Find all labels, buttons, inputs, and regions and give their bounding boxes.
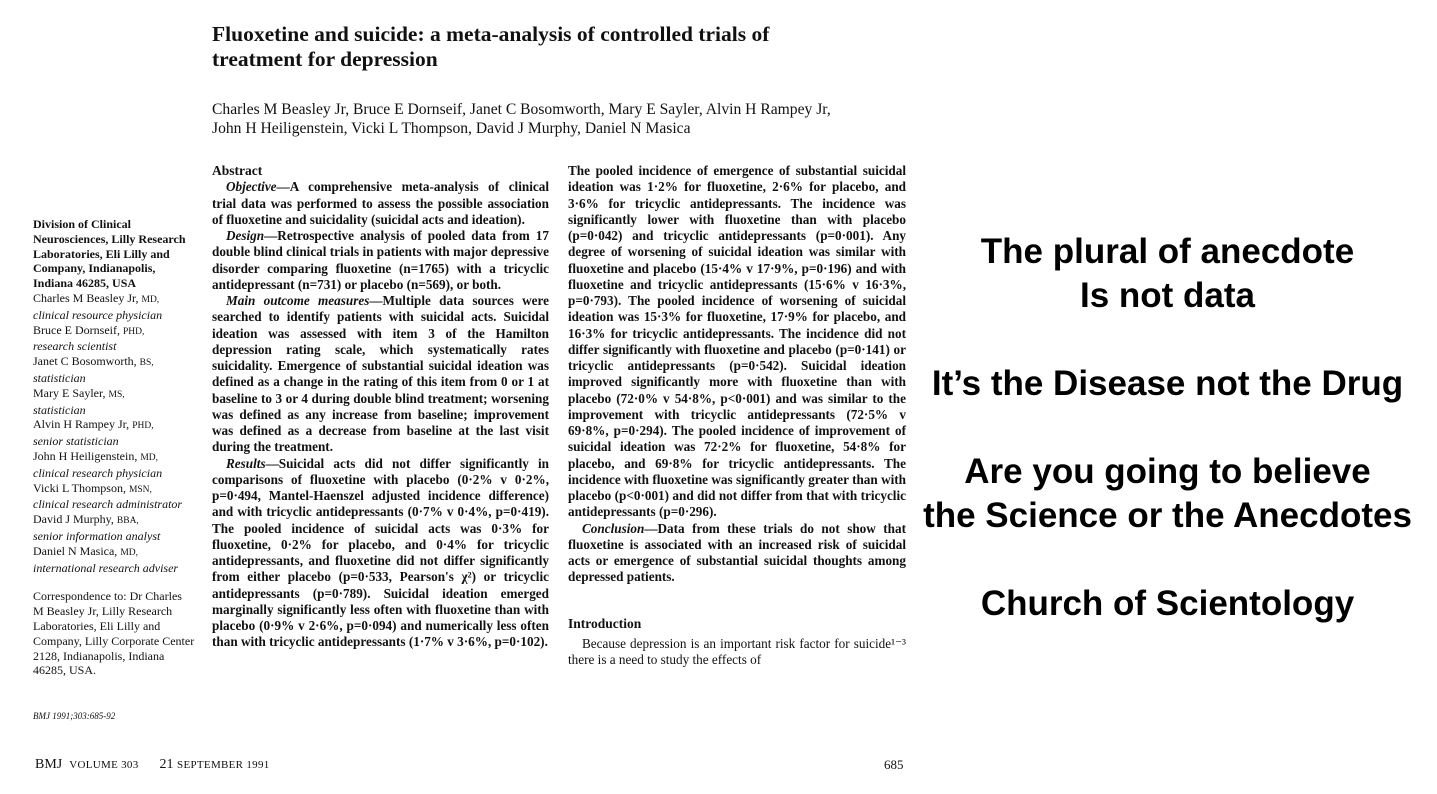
sidebar-author-role: statistician	[33, 370, 86, 385]
author-roles	[33, 291, 195, 575]
sidebar-author	[33, 512, 195, 529]
correspondence	[33, 589, 195, 678]
abstract-objective	[212, 179, 549, 228]
slide-line: Is not data	[1079, 276, 1256, 315]
sidebar-author-role: clinical research administrator	[33, 497, 183, 512]
abstract-column-left	[212, 163, 549, 651]
sidebar-author	[33, 449, 195, 466]
sidebar-author	[33, 481, 195, 498]
citation: BMJ 1991;303:685-92	[33, 711, 116, 721]
sidebar-author-role: international research adviser	[33, 560, 179, 575]
sidebar-author-degree: PHD,	[122, 326, 145, 337]
sidebar-author-role: statistician	[33, 402, 86, 417]
abstract-column-right	[568, 163, 906, 668]
sidebar-author	[33, 544, 195, 561]
introduction-heading: Introduction	[568, 615, 642, 631]
sidebar-author	[33, 417, 195, 434]
objective-label: Objective	[226, 179, 277, 195]
slide-line: The plural of anecdote	[980, 232, 1355, 271]
sidebar-author-degree: PHD,	[132, 421, 154, 432]
measures-label: Main outcome measures	[226, 293, 370, 308]
author-line: Charles M Beasley Jr, Bruce E Dornseif, Janet C Bosomworth, Mary E Sayler, Alvin H Rampey Jr,	[212, 101, 831, 118]
results-text: —Suicidal acts did not differ significantly in comparisons of fluoxetine with placebo (0·2% v 0·2%, p=0·494, Mantel-Haenszel adjusted incidence difference) and with tricyclic antidepressants (0·7% v 0·4%, p=0·419). The pooled incidence of suicidal acts was 0·3% for fluoxetine, 0·2% for placebo, and 0·4% for tricyclic antidepressants, and fluoxetine did not differ significantly from either placebo (p=0·533, Pearson's χ²) or tricyclic antidepressants (p=0·789). Suicidal ideation emerged marginally significantly less often with fluoxetine than with placebo (0·9% v 2·6%, p=0·094) and numerically less often than with tricyclic antidepressants (1·7% v 3·6%, p=0·102).	[212, 455, 549, 650]
slide-line: Church of Scientology	[980, 584, 1355, 623]
sidebar-author	[33, 291, 195, 308]
sidebar-author-role: senior information analyst	[33, 528, 161, 543]
slide-line: Are you going to believe	[964, 452, 1371, 491]
introduction-text: Because depression is an important risk factor for suicide¹⁻³ there is a need to study the effects of	[568, 635, 906, 667]
affiliation: Division of Clinical Neurosciences, Lilly Research Laboratories, Eli Lilly and Company, Indianapolis, Indiana 46285, USA	[33, 217, 186, 291]
abstract-results-continued: The pooled incidence of emergence of substantial suicidal ideation was 1·2% for fluoxetine, 2·6% for placebo, and 3·6% for tricyclic antidepressants. The incidence was significantly lower with fluoxetine than with placebo (p=0·042) and tricyclic antidepressants (p=0·001). Any degree of worsening of suicidal ideation was similar with fluoxetine and placebo (15·4% v 17·9%, p=0·196) and with fluoxetine and tricyclic antidepressants (15·6% v 16·3%, p=0·793). The pooled incidence of worsening of suicidal ideation was 15·3% for fluoxetine, 17·9% for placebo, and 16·3% for tricyclic antidepressants. The incidence did not differ significantly with fluoxetine and placebo (p=0·141) or tricyclic antidepressants (p=0·542). Suicidal ideation improved significantly more with fluoxetine than with placebo (72·0% v 54·8%, p<0·001) and was similar to the improvement with tricyclic antidepressants (72·5% v 69·8%, p=0·294). The pooled incidence of improvement of suicidal ideation was 72·2% for fluoxetine, 54·8% for placebo, and 69·8% for tricyclic antidepressants. The incidence with fluoxetine was significantly greater than with placebo (p<0·001) and did not differ from that with tricyclic antidepressants (p=0·296).	[568, 163, 906, 520]
footer-date: SEPTEMBER 1991	[177, 759, 270, 771]
conclusion-label: Conclusion	[582, 520, 645, 536]
author-list	[212, 100, 912, 138]
objective-text: —A comprehensive meta-analysis of clinical trial data was performed to assess the possible association of fluoxetine and suicidality (suicidal acts and ideation).	[212, 179, 549, 227]
page-number: 685	[884, 757, 904, 772]
design-text: —Retrospective analysis of pooled data from 17 double blind clinical trials in patients with major depressive disorder comparing fluoxetine (n=1765) with a tricyclic antidepressant (n=731) or placebo (n=569), or both.	[212, 228, 549, 292]
footer-journal: BMJ	[35, 757, 63, 772]
sidebar-author-name: Janet C Bosomworth,	[33, 354, 137, 369]
sidebar-author-role: clinical research physician	[33, 465, 163, 480]
abstract-measures	[212, 293, 549, 456]
sidebar-author-role: senior statistician	[33, 434, 119, 449]
measures-text: —Multiple data sources were searched to identify patients with suicidal acts. Suicidal ideation was assessed with item 3 of the Hamilton depression rating scale, which systematically rates suicidality. Emergence of substantial suicidal ideation was defined as a change in the rating of this item from 0 or 1 at baseline to 3 or 4 during double blind treatment; worsening was defined as any increase from baseline; improvement was defined as a decrease from baseline at the last visit during the treatment.	[212, 293, 549, 455]
sidebar-author-name: John H Heiligenstein,	[33, 448, 138, 463]
sidebar-author-degree: MD,	[120, 547, 138, 558]
sidebar-author-degree: BBA,	[116, 516, 139, 527]
sidebar-author-name: David J Murphy,	[33, 512, 114, 527]
sidebar-author-degree: MS,	[108, 389, 125, 400]
slide-annotations	[905, 230, 1430, 626]
slide-line: It’s the Disease not the Drug	[931, 364, 1404, 403]
abstract-conclusion	[568, 521, 906, 586]
sidebar-author-degree: MD,	[141, 294, 160, 305]
sidebar-author-name: Vicki L Thompson,	[33, 480, 126, 495]
sidebar-author	[33, 354, 195, 371]
sidebar-author-name: Daniel N Masica,	[33, 543, 118, 558]
footer-date-day: 21	[159, 757, 174, 772]
author-sidebar	[33, 217, 195, 678]
sidebar-author-name: Bruce E Dornseif,	[33, 322, 120, 337]
author-line: John H Heiligenstein, Vicki L Thompson, David J Murphy, Daniel N Masica	[212, 120, 691, 137]
sidebar-author	[33, 386, 195, 403]
sidebar-author-degree: MD,	[140, 452, 159, 463]
sidebar-author	[33, 323, 195, 340]
abstract-design	[212, 228, 549, 293]
abstract-heading: Abstract	[212, 163, 263, 178]
slide-line: the Science or the Anecdotes	[923, 496, 1412, 535]
paper-title: Fluoxetine and suicide: a meta-analysis of controlled trials of treatment for depression	[212, 22, 770, 71]
correspondence-text: Correspondence to: Dr Charles M Beasley Jr, Lilly Research Laboratories, Eli Lilly and Company, Lilly Corporate Center 2128, Indianapolis, Indiana 46285, USA.	[33, 589, 195, 678]
page-footer	[35, 757, 270, 773]
sidebar-author-name: Charles M Beasley Jr,	[33, 290, 139, 305]
sidebar-author-degree: MSN,	[128, 484, 152, 495]
sidebar-author-name: Alvin H Rampey Jr,	[33, 417, 130, 432]
sidebar-author-role: research scientist	[33, 339, 117, 354]
abstract-results	[212, 456, 549, 651]
sidebar-author-degree: BS,	[139, 358, 154, 369]
sidebar-author-role: clinical resource physician	[33, 307, 163, 322]
conclusion-text: —Data from these trials do not show that fluoxetine is associated with an increased risk of suicidal acts or emergence of substantial suicidal thoughts among depressed patients.	[568, 520, 906, 585]
results-label: Results	[226, 455, 266, 471]
sidebar-author-name: Mary E Sayler,	[33, 385, 106, 400]
design-label: Design	[226, 228, 265, 243]
footer-volume: VOLUME 303	[69, 759, 139, 771]
